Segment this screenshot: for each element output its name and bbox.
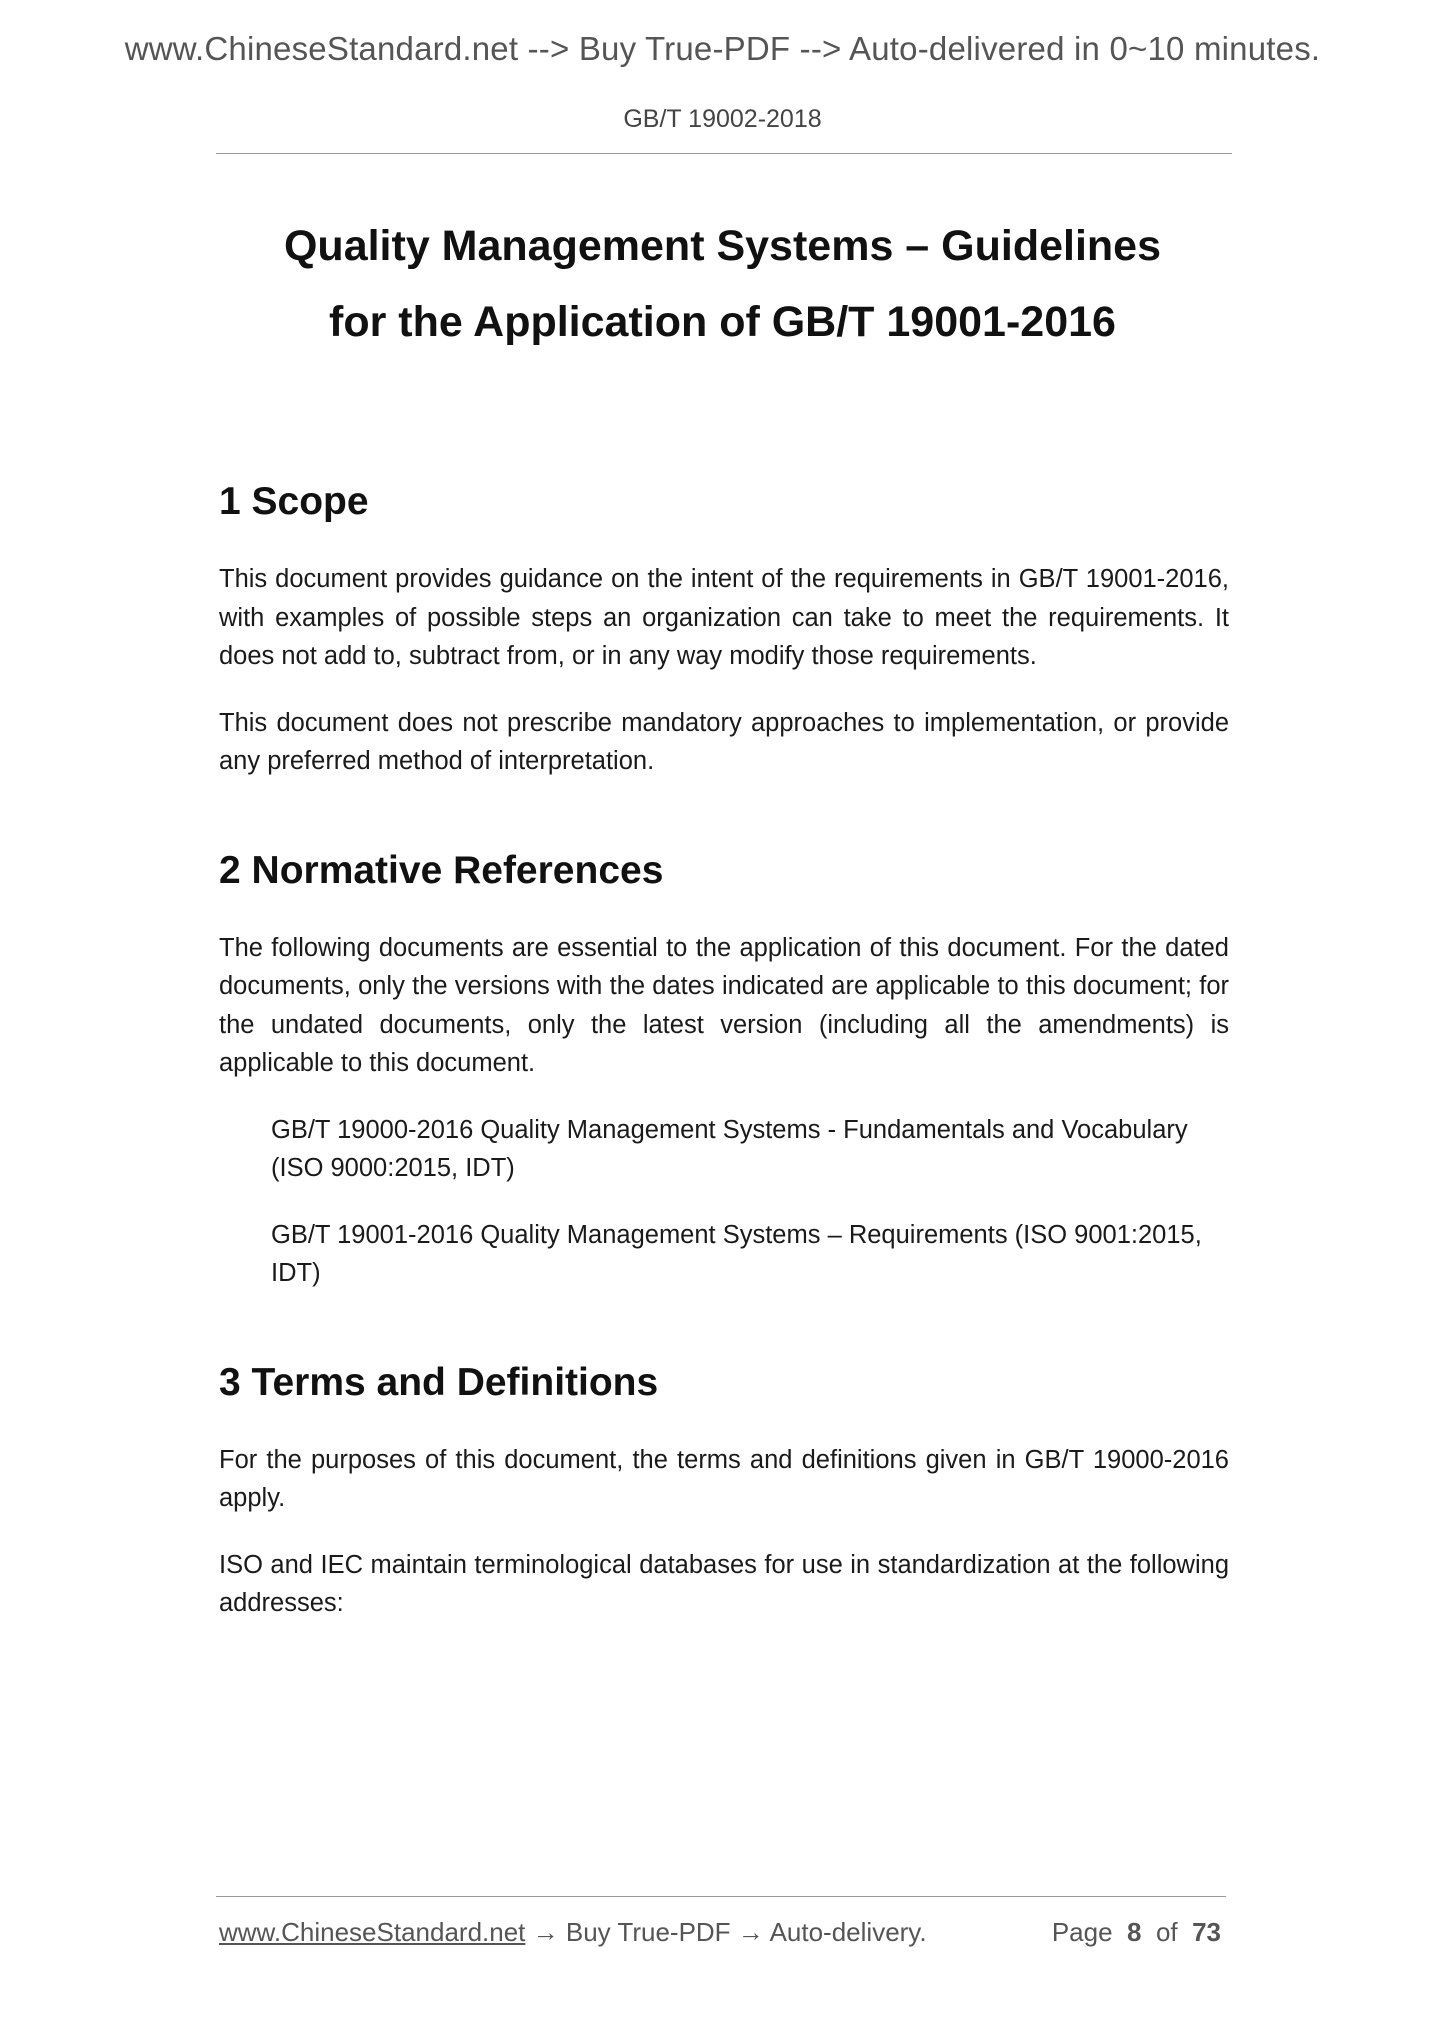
top-banner: www.ChineseStandard.net --> Buy True-PDF --> Auto-delivered in 0~10 minutes. bbox=[124, 30, 1321, 67]
section-terms-and-definitions bbox=[219, 1359, 1229, 1623]
page-label: Page bbox=[1051, 1917, 1113, 1947]
section-heading-scope: 1 Scope bbox=[219, 480, 369, 523]
footer-divider bbox=[216, 1896, 1226, 1897]
scope-paragraph-2: This document does not prescribe mandatory approaches to implementation, or provide any preferred method of interpretation. bbox=[219, 708, 1229, 775]
current-page-number: 8 bbox=[1127, 1917, 1142, 1947]
header-divider bbox=[216, 153, 1232, 154]
footer-website-link[interactable]: www.ChineseStandard.net bbox=[219, 1917, 526, 1947]
page-indicator bbox=[1052, 1917, 1221, 1948]
reference-item: GB/T 19000-2016 Quality Management Systems - Fundamentals and Vocabulary (ISO 9000:2015, IDT) bbox=[271, 1115, 1188, 1182]
section-heading-normative-references: 2 Normative References bbox=[219, 848, 664, 892]
document-code-header: GB/T 19002-2018 bbox=[623, 105, 822, 133]
total-page-count: 73 bbox=[1192, 1917, 1221, 1947]
normative-references-paragraph: The following documents are essential to the application of this document. For the dated documents, only the versions with the dates indicated are applicable to this document; for the undated documents, only the latest version (including all the amendments) is applicable to this document. bbox=[219, 933, 1229, 1077]
scope-paragraph-1: This document provides guidance on the intent of the requirements in GB/T 19001-2016, with examples of possible steps an organization can take to meet the requirements. It does not add to, subtract from, or in any way modify those requirements. bbox=[219, 565, 1229, 670]
section-spacer bbox=[219, 809, 1229, 847]
section-scope bbox=[219, 478, 1229, 781]
reference-item: GB/T 19001-2016 Quality Management Systems – Requirements (ISO 9001:2015, IDT) bbox=[271, 1220, 1202, 1287]
document-title-line-1: Quality Management Systems – Guidelines bbox=[283, 222, 1161, 270]
footer-delivery-text: → Buy True-PDF → Auto-delivery. bbox=[525, 1917, 927, 1947]
terms-paragraph-1: For the purposes of this document, the terms and definitions given in GB/T 19000-2016 apply. bbox=[219, 1445, 1229, 1512]
section-spacer bbox=[219, 1321, 1229, 1359]
document-title bbox=[0, 208, 1445, 360]
terms-paragraph-2: ISO and IEC maintain terminological databases for use in standardization at the following addresses: bbox=[219, 1550, 1229, 1617]
of-label: of bbox=[1155, 1917, 1178, 1947]
section-heading-terms-and-definitions: 3 Terms and Definitions bbox=[219, 1360, 659, 1404]
page-footer bbox=[219, 1917, 1229, 1948]
section-normative-references bbox=[219, 847, 1229, 1293]
document-title-line-2: for the Application of GB/T 19001-2016 bbox=[329, 298, 1116, 346]
document-body bbox=[219, 478, 1229, 1651]
